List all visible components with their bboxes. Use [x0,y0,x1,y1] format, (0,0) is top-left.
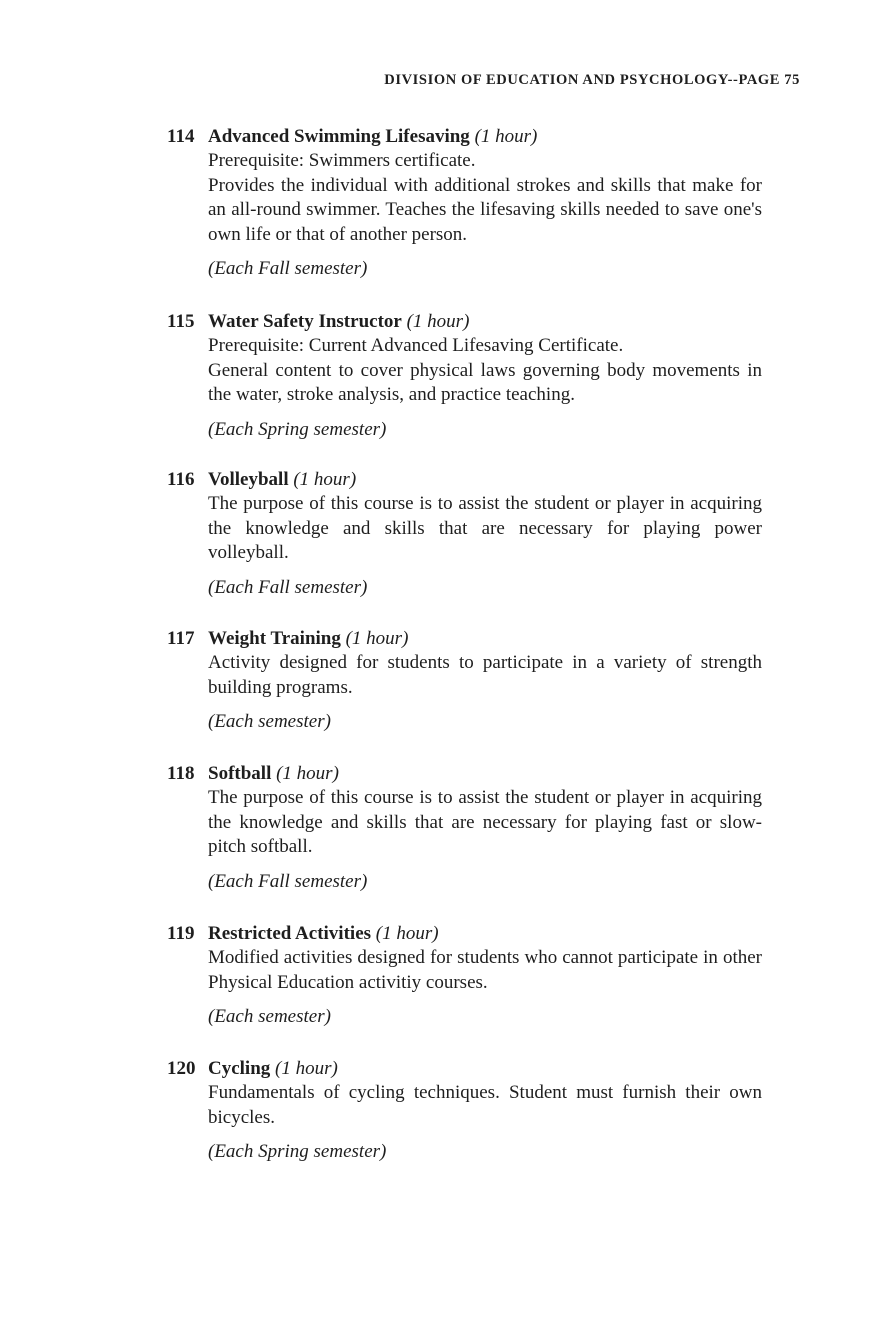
course-heading [167,125,762,149]
course-number: 117 [167,628,195,649]
course-number: 116 [167,469,195,490]
course-body [208,786,762,894]
course-number: 119 [167,923,195,944]
course-body [208,492,762,600]
course-title: Softball [208,763,272,784]
course-description: The purpose of this course is to assist the student or player in acquiring the knowledge and skills that are necessary for playing power volleyball. [208,493,762,563]
course-title: Weight Training [208,628,341,649]
course-title: Volleyball [208,469,289,490]
course-offered: (Each Spring semester) [208,418,387,440]
course-hours: (1 hour) [474,126,538,147]
course-entry-118 [167,762,762,894]
course-hours: (1 hour) [276,763,339,784]
course-body [208,946,762,1030]
course-title: Advanced Swimming Lifesaving [208,126,470,147]
course-hours: (1 hour) [275,1058,338,1079]
course-entry-120 [167,1057,762,1165]
course-title: Restricted Activities [208,923,372,944]
course-description: The purpose of this course is to assist the student or player in acquiring the knowledge and skills that are necessary for playing fast or slow-pitch softball. [208,787,762,857]
course-offered: (Each Fall semester) [208,870,368,892]
course-heading [167,468,762,492]
course-body [208,651,762,735]
course-description: Activity designed for students to participate in a variety of strength building programs. [208,652,762,698]
running-head: DIVISION OF EDUCATION AND PSYCHOLOGY--PAGE 75 [384,72,800,88]
course-description: Modified activities designed for students who cannot participate in other Physical Education activitiy courses. [208,947,762,993]
course-heading [167,762,762,786]
course-offered: (Each Spring semester) [208,1141,387,1162]
course-hours: (1 hour) [345,628,409,649]
course-heading [167,922,762,946]
course-number: 118 [167,763,195,784]
course-offered: (Each semester) [208,1006,331,1027]
course-heading [167,627,762,651]
course-heading [167,310,762,334]
course-prerequisite: Prerequisite: Current Advanced Lifesaving Certificate. [208,335,624,356]
course-offered: (Each Fall semester) [208,576,368,598]
course-offered: (Each Fall semester) [208,258,368,279]
course-entry-117 [167,627,762,735]
course-hours: (1 hour) [406,311,470,332]
course-body [208,149,762,282]
course-description: Fundamentals of cycling techniques. Student must furnish their own bicycles. [208,1082,762,1128]
course-description: Provides the individual with additional strokes and skills that make for an all-round swimmer. Teaches the lifesaving skills needed to save one's own life or that of another person. [208,174,762,245]
course-number: 114 [167,126,195,147]
course-number: 120 [167,1058,196,1079]
course-entry-114 [167,125,762,282]
course-title: Water Safety Instructor [208,311,402,332]
course-hours: (1 hour) [293,469,357,490]
course-hours: (1 hour) [375,923,439,944]
course-heading [167,1057,762,1081]
course-body [208,1081,762,1165]
course-entry-116 [167,468,762,600]
course-entry-115 [167,310,762,442]
course-offered: (Each semester) [208,711,331,732]
course-number: 115 [167,311,195,332]
course-entry-119 [167,922,762,1030]
course-prerequisite: Prerequisite: Swimmers certificate. [208,150,476,171]
course-title: Cycling [208,1058,271,1079]
course-body [208,334,762,442]
course-description: General content to cover physical laws governing body movements in the water, stroke analysis, and practice teaching. [208,359,762,405]
